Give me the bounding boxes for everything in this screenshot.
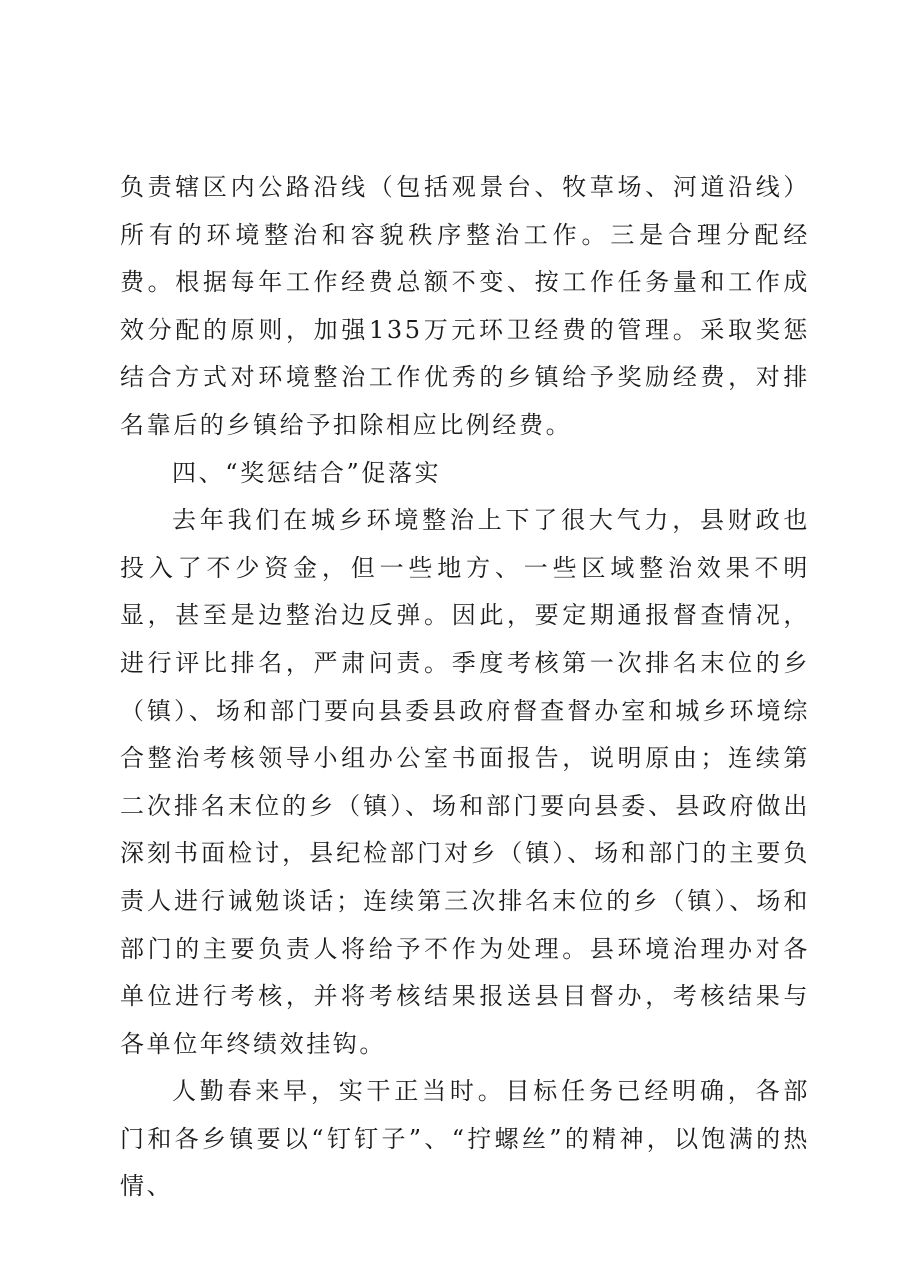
paragraph-assessment: 去年我们在城乡环境整治上下了很大气力，县财政也投入了不少资金，但一些地方、一些区域整治效果不明显，甚至是边整治边反弹。因此，要定期通报督查情况，进行评比排名，严肃问责。季度考核第一次排名末位的乡（镇）、场和部门要向县委县政府督查督办室和城乡环境综合整治考核领导小组办公室书面报告，说明原由；连续第二次排名末位的乡（镇）、场和部门要向县委、县政府做出深刻书面检讨，县纪检部门对乡（镇）、场和部门的主要负责人进行诫勉谈话；连续第三次排名末位的乡（镇）、场和部门的主要负责人将给予不作为处理。县环境治理办对各单位进行考核，并将考核结果报送县目督办，考核结果与各单位年终绩效挂钩。 [120,506,810,1058]
document-body [120,164,810,1211]
section-heading-reward-punishment: 四、“奖惩结合”促落实 [172,458,442,487]
paragraph-duty-assignment: 负责辖区内公路沿线（包括观景台、牧草场、河道沿线）所有的环境整治和容貌秩序整治工作。三是合理分配经费。根据每年工作经费总额不变、按工作任务量和工作成效分配的原则，加强135万元环卫经费的管理。采取奖惩结合方式对环境整治工作优秀的乡镇给予奖励经费，对排名靠后的乡镇给予扣除相应比例经费。 [120,173,810,439]
paragraph-closing: 人勤春来早，实干正当时。目标任务已经明确，各部门和各乡镇要以“钉钉子”、“拧螺丝”的精神，以饱满的热情、 [120,1077,810,1201]
